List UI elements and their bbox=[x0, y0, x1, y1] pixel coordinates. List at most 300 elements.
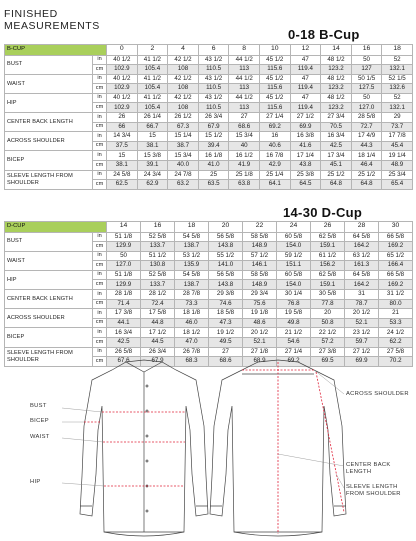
cell-in: 60 5/8 bbox=[277, 232, 311, 242]
cell-in: 17 5/8 bbox=[141, 309, 175, 319]
cell-cm: 78.7 bbox=[345, 299, 379, 309]
measurement-label: HIP bbox=[5, 270, 93, 289]
size-header: 16 bbox=[141, 222, 175, 233]
cell-in: 26 3/4 bbox=[198, 113, 229, 123]
cell-cm: 108 bbox=[168, 65, 199, 75]
size-header: 16 bbox=[351, 45, 382, 56]
measurement-row-in bbox=[5, 251, 413, 261]
cell-cm: 53.3 bbox=[379, 318, 413, 328]
cell-cm: 59.7 bbox=[345, 338, 379, 348]
cell-in: 66 5/8 bbox=[379, 232, 413, 242]
cell-in: 28 1/8 bbox=[107, 290, 141, 300]
size-header: 18 bbox=[175, 222, 209, 233]
cell-in: 29 3/4 bbox=[243, 290, 277, 300]
cell-cm: 127.0 bbox=[107, 261, 141, 271]
cell-in: 19 1/4 bbox=[382, 151, 413, 161]
cell-in: 61 1/2 bbox=[311, 251, 345, 261]
cell-cm: 41.0 bbox=[198, 161, 229, 171]
cell-cm: 102.9 bbox=[107, 84, 138, 94]
cell-in: 26 3/4 bbox=[141, 347, 175, 357]
unit-in: in bbox=[93, 328, 107, 338]
hip-label: HIP bbox=[30, 479, 41, 485]
size-header: 30 bbox=[379, 222, 413, 233]
cell-in: 25 1/2 bbox=[321, 170, 352, 180]
cell-in: 15 bbox=[107, 151, 138, 161]
cell-in: 27 bbox=[229, 113, 260, 123]
cell-in: 54 5/8 bbox=[175, 232, 209, 242]
unit-in: in bbox=[93, 309, 107, 319]
cell-cm: 127.0 bbox=[351, 103, 382, 113]
cell-in: 55 1/2 bbox=[209, 251, 243, 261]
unit-in: in bbox=[93, 151, 107, 161]
cell-in: 26 1/4 bbox=[137, 113, 168, 123]
bicep-label: BICEP bbox=[30, 418, 49, 424]
cell-in: 21 bbox=[379, 309, 413, 319]
cell-in: 27 5/8 bbox=[379, 347, 413, 357]
cell-in: 40 1/2 bbox=[107, 55, 138, 65]
cell-in: 51 1/8 bbox=[107, 232, 141, 242]
size-header-row bbox=[5, 45, 413, 56]
cell-cm: 41.6 bbox=[290, 141, 321, 151]
sleeve-length-line bbox=[316, 372, 344, 512]
cell-cm: 113 bbox=[229, 103, 260, 113]
size-header: 14 bbox=[321, 45, 352, 56]
size-header: 14 bbox=[107, 222, 141, 233]
cell-cm: 67.9 bbox=[198, 122, 229, 132]
cell-in: 64 5/8 bbox=[345, 270, 379, 280]
cell-in: 16 bbox=[259, 132, 290, 142]
cell-in: 47 bbox=[290, 55, 321, 65]
unit-in: in bbox=[93, 347, 107, 357]
unit-cm: cm bbox=[93, 65, 107, 75]
cell-cm: 164.2 bbox=[345, 242, 379, 252]
cell-in: 58 5/8 bbox=[243, 270, 277, 280]
cell-in: 26 7/8 bbox=[175, 347, 209, 357]
cell-cm: 45.4 bbox=[382, 141, 413, 151]
cell-cm: 75.6 bbox=[243, 299, 277, 309]
cell-in: 27 1/2 bbox=[290, 113, 321, 123]
cell-cm: 105.4 bbox=[137, 103, 168, 113]
cell-cm: 68.6 bbox=[209, 357, 243, 367]
cell-cm: 42.5 bbox=[107, 338, 141, 348]
cell-cm: 64.8 bbox=[321, 180, 352, 190]
unit-in: in bbox=[93, 232, 107, 242]
cell-in: 17 3/4 bbox=[321, 151, 352, 161]
cell-cm: 68.6 bbox=[229, 122, 260, 132]
cell-cm: 46.4 bbox=[351, 161, 382, 171]
cell-in: 26 5/8 bbox=[107, 347, 141, 357]
cell-cm: 105.4 bbox=[137, 84, 168, 94]
b-cup-table bbox=[4, 44, 413, 190]
measurement-label: CENTER BACK LENGTH bbox=[5, 113, 93, 132]
cell-cm: 67.3 bbox=[168, 122, 199, 132]
cell-in: 19 1/2 bbox=[209, 328, 243, 338]
measurement-label: SLEEVE LENGTH FROM SHOULDER bbox=[5, 347, 93, 366]
cell-cm: 42.9 bbox=[259, 161, 290, 171]
cell-in: 56 5/8 bbox=[209, 232, 243, 242]
unit-in: in bbox=[93, 170, 107, 180]
cell-in: 52 5/8 bbox=[141, 232, 175, 242]
unit-cm: cm bbox=[93, 242, 107, 252]
cell-cm: 38.1 bbox=[137, 141, 168, 151]
unit-in: in bbox=[93, 270, 107, 280]
measurement-label: CENTER BACK LENGTH bbox=[5, 290, 93, 309]
cell-cm: 38.7 bbox=[168, 141, 199, 151]
cell-cm: 70.2 bbox=[379, 357, 413, 367]
cell-cm: 127.5 bbox=[351, 84, 382, 94]
size-header: 20 bbox=[209, 222, 243, 233]
cell-cm: 138.7 bbox=[175, 242, 209, 252]
size-header: 24 bbox=[277, 222, 311, 233]
cell-cm: 64.5 bbox=[290, 180, 321, 190]
cell-in: 41 1/2 bbox=[137, 55, 168, 65]
size-header: 12 bbox=[290, 45, 321, 56]
cell-cm: 169.2 bbox=[379, 280, 413, 290]
cell-cm: 154.0 bbox=[277, 242, 311, 252]
measurement-row-in bbox=[5, 328, 413, 338]
cell-cm: 63.5 bbox=[198, 180, 229, 190]
size-header: 10 bbox=[259, 45, 290, 56]
cell-in: 44 1/2 bbox=[229, 93, 260, 103]
b-cup-heading: 0-18 B-Cup bbox=[288, 27, 360, 42]
cell-cm: 102.9 bbox=[107, 103, 138, 113]
cell-cm: 71.4 bbox=[107, 299, 141, 309]
cell-in: 52 bbox=[382, 55, 413, 65]
unit-cm: cm bbox=[93, 84, 107, 94]
cell-cm: 138.7 bbox=[175, 280, 209, 290]
cell-in: 22 1/2 bbox=[311, 328, 345, 338]
cell-cm: 50.8 bbox=[311, 318, 345, 328]
cell-cm: 130.8 bbox=[141, 261, 175, 271]
cell-in: 25 bbox=[198, 170, 229, 180]
shirt-diagram-svg bbox=[0, 356, 416, 541]
cell-cm: 119.4 bbox=[290, 103, 321, 113]
shirt-diagram bbox=[0, 356, 416, 541]
cell-in: 28 5/8 bbox=[351, 113, 382, 123]
cell-in: 16 3/4 bbox=[321, 132, 352, 142]
cell-in: 18 5/8 bbox=[209, 309, 243, 319]
cell-in: 28 1/2 bbox=[141, 290, 175, 300]
unit-cm: cm bbox=[93, 141, 107, 151]
cell-cm: 69.5 bbox=[311, 357, 345, 367]
cell-cm: 148.9 bbox=[243, 280, 277, 290]
unit-in: in bbox=[93, 113, 107, 123]
cell-cm: 46.0 bbox=[175, 318, 209, 328]
cell-in: 16 3/8 bbox=[290, 132, 321, 142]
cell-in: 57 1/2 bbox=[243, 251, 277, 261]
measurement-row-in bbox=[5, 270, 413, 280]
cell-in: 51 1/8 bbox=[107, 270, 141, 280]
cell-cm: 37.5 bbox=[107, 141, 138, 151]
cell-in: 25 1/4 bbox=[259, 170, 290, 180]
cell-cm: 70.5 bbox=[321, 122, 352, 132]
cell-in: 27 1/2 bbox=[345, 347, 379, 357]
cell-in: 18 1/8 bbox=[175, 309, 209, 319]
cell-in: 19 1/8 bbox=[243, 309, 277, 319]
unit-in: in bbox=[93, 55, 107, 65]
cell-cm: 119.4 bbox=[290, 84, 321, 94]
unit-cm: cm bbox=[93, 318, 107, 328]
cell-cm: 44.3 bbox=[351, 141, 382, 151]
cell-cm: 115.6 bbox=[259, 103, 290, 113]
cell-in: 25 1/2 bbox=[351, 170, 382, 180]
measurement-label: BUST bbox=[5, 55, 93, 74]
cell-in: 15 bbox=[137, 132, 168, 142]
cell-cm: 143.8 bbox=[209, 280, 243, 290]
cell-in: 17 7/8 bbox=[382, 132, 413, 142]
unit-in: in bbox=[93, 74, 107, 84]
cell-cm: 66 bbox=[107, 122, 138, 132]
measurement-label: BICEP bbox=[5, 328, 93, 347]
bust-label: BUST bbox=[30, 403, 47, 409]
cell-cm: 48.6 bbox=[243, 318, 277, 328]
cell-cm: 44.1 bbox=[107, 318, 141, 328]
cell-in: 19 5/8 bbox=[277, 309, 311, 319]
cell-in: 16 1/2 bbox=[229, 151, 260, 161]
d-cup-heading: 14-30 D-Cup bbox=[283, 205, 363, 220]
cell-in: 20 1/2 bbox=[345, 309, 379, 319]
size-header: 18 bbox=[382, 45, 413, 56]
cell-in: 18 1/2 bbox=[175, 328, 209, 338]
cell-cm: 102.9 bbox=[107, 65, 138, 75]
unit-cm: cm bbox=[93, 280, 107, 290]
cell-in: 41 1/2 bbox=[137, 74, 168, 84]
cell-in: 41 1/2 bbox=[137, 93, 168, 103]
cell-in: 42 1/2 bbox=[168, 55, 199, 65]
cell-cm: 148.9 bbox=[243, 242, 277, 252]
cell-cm: 57.2 bbox=[311, 338, 345, 348]
cell-cm: 151.1 bbox=[277, 261, 311, 271]
cell-cm: 108 bbox=[168, 103, 199, 113]
cell-in: 50 bbox=[351, 55, 382, 65]
cell-cm: 67.9 bbox=[141, 357, 175, 367]
measurement-row-in bbox=[5, 93, 413, 103]
cell-cm: 62.2 bbox=[379, 338, 413, 348]
cell-cm: 38.1 bbox=[107, 161, 138, 171]
cell-in: 42 1/2 bbox=[168, 74, 199, 84]
cell-in: 27 1/8 bbox=[243, 347, 277, 357]
unit-in: in bbox=[93, 290, 107, 300]
measurement-row-in bbox=[5, 309, 413, 319]
cell-in: 44 1/2 bbox=[229, 55, 260, 65]
cell-in: 30 1/4 bbox=[277, 290, 311, 300]
cell-in: 43 1/2 bbox=[198, 74, 229, 84]
size-header: 22 bbox=[243, 222, 277, 233]
cell-cm: 108 bbox=[168, 84, 199, 94]
cell-cm: 65.4 bbox=[382, 180, 413, 190]
cell-cm: 72.7 bbox=[351, 122, 382, 132]
cell-cm: 123.2 bbox=[321, 84, 352, 94]
cell-cm: 66.7 bbox=[137, 122, 168, 132]
cell-in: 48 1/2 bbox=[321, 93, 352, 103]
page-title: FINISHED MEASUREMENTS bbox=[4, 8, 100, 32]
cell-in: 65 1/2 bbox=[379, 251, 413, 261]
measurement-label: SLEEVE LENGTH FROM SHOULDER bbox=[5, 170, 93, 189]
cell-in: 60 5/8 bbox=[277, 270, 311, 280]
cell-in: 15 3/8 bbox=[137, 151, 168, 161]
cell-in: 59 1/2 bbox=[277, 251, 311, 261]
cell-cm: 64.1 bbox=[259, 180, 290, 190]
cell-in: 15 3/4 bbox=[229, 132, 260, 142]
cell-cm: 77.8 bbox=[311, 299, 345, 309]
cell-in: 52 1/5 bbox=[382, 74, 413, 84]
cell-cm: 40 bbox=[229, 141, 260, 151]
cell-in: 31 bbox=[345, 290, 379, 300]
cell-in: 50 bbox=[351, 93, 382, 103]
cell-cm: 43.8 bbox=[290, 161, 321, 171]
cell-cm: 44.8 bbox=[141, 318, 175, 328]
cell-cm: 80.0 bbox=[379, 299, 413, 309]
cell-in: 45 1/2 bbox=[259, 74, 290, 84]
cell-cm: 42.5 bbox=[321, 141, 352, 151]
cell-cm: 113 bbox=[229, 84, 260, 94]
cell-cm: 52.1 bbox=[243, 338, 277, 348]
cell-cm: 161.3 bbox=[345, 261, 379, 271]
cell-in: 15 1/4 bbox=[168, 132, 199, 142]
cell-in: 53 1/2 bbox=[175, 251, 209, 261]
unit-cm: cm bbox=[93, 103, 107, 113]
cell-cm: 69.2 bbox=[259, 122, 290, 132]
cell-cm: 133.7 bbox=[141, 242, 175, 252]
cup-label: D-CUP bbox=[5, 222, 107, 233]
cell-cm: 105.4 bbox=[137, 65, 168, 75]
cell-in: 25 3/8 bbox=[290, 170, 321, 180]
cell-cm: 73.3 bbox=[175, 299, 209, 309]
cell-in: 18 1/4 bbox=[351, 151, 382, 161]
unit-in: in bbox=[93, 132, 107, 142]
across-shoulder-label: ACROSS SHOULDER bbox=[346, 391, 409, 397]
cell-in: 31 1/2 bbox=[379, 290, 413, 300]
cell-cm: 154.0 bbox=[277, 280, 311, 290]
cell-in: 45 1/2 bbox=[259, 55, 290, 65]
cell-in: 50 bbox=[107, 251, 141, 261]
cell-in: 47 bbox=[290, 74, 321, 84]
cell-in: 16 1/8 bbox=[198, 151, 229, 161]
measurement-label: ACROSS SHOULDER bbox=[5, 309, 93, 328]
size-header: 26 bbox=[311, 222, 345, 233]
cell-in: 17 1/4 bbox=[290, 151, 321, 161]
cell-in: 30 5/8 bbox=[311, 290, 345, 300]
cell-cm: 41.9 bbox=[229, 161, 260, 171]
unit-cm: cm bbox=[93, 338, 107, 348]
cell-in: 27 3/4 bbox=[321, 113, 352, 123]
cell-in: 50 1/5 bbox=[351, 74, 382, 84]
cell-in: 48 1/2 bbox=[321, 55, 352, 65]
cell-in: 58 5/8 bbox=[243, 232, 277, 242]
size-header: 8 bbox=[229, 45, 260, 56]
cell-cm: 129.9 bbox=[107, 242, 141, 252]
cell-cm: 115.6 bbox=[259, 65, 290, 75]
cell-in: 48 1/2 bbox=[321, 74, 352, 84]
cell-in: 28 7/8 bbox=[175, 290, 209, 300]
cell-in: 26 bbox=[107, 113, 138, 123]
cell-cm: 127 bbox=[351, 65, 382, 75]
cell-cm: 132.6 bbox=[382, 84, 413, 94]
cell-cm: 67.6 bbox=[107, 357, 141, 367]
cell-in: 45 1/2 bbox=[259, 93, 290, 103]
cell-in: 24 1/2 bbox=[379, 328, 413, 338]
cell-cm: 40.6 bbox=[259, 141, 290, 151]
cell-cm: 156.2 bbox=[311, 261, 345, 271]
cell-cm: 146.1 bbox=[243, 261, 277, 271]
cell-cm: 40.0 bbox=[168, 161, 199, 171]
cell-in: 17 1/2 bbox=[141, 328, 175, 338]
cell-cm: 48.9 bbox=[382, 161, 413, 171]
cell-cm: 129.9 bbox=[107, 280, 141, 290]
cell-cm: 110.5 bbox=[198, 84, 229, 94]
cell-cm: 74.6 bbox=[209, 299, 243, 309]
size-header: 4 bbox=[168, 45, 199, 56]
cell-cm: 39.4 bbox=[198, 141, 229, 151]
cell-in: 52 bbox=[382, 93, 413, 103]
cell-cm: 133.7 bbox=[141, 280, 175, 290]
cell-cm: 47.3 bbox=[209, 318, 243, 328]
cell-cm: 123.2 bbox=[321, 65, 352, 75]
size-header: 6 bbox=[198, 45, 229, 56]
cell-in: 17 4/9 bbox=[351, 132, 382, 142]
cell-in: 43 1/2 bbox=[198, 93, 229, 103]
cell-cm: 49.5 bbox=[209, 338, 243, 348]
cell-in: 66 5/8 bbox=[379, 270, 413, 280]
unit-cm: cm bbox=[93, 161, 107, 171]
cell-in: 62 5/8 bbox=[311, 270, 345, 280]
measurement-label: BUST bbox=[5, 232, 93, 251]
cell-in: 27 1/4 bbox=[259, 113, 290, 123]
cell-in: 63 1/2 bbox=[345, 251, 379, 261]
center-back-length-label: CENTER BACK LENGTH bbox=[346, 462, 391, 475]
cell-cm: 68.3 bbox=[175, 357, 209, 367]
measurement-label: WAIST bbox=[5, 74, 93, 93]
cell-in: 27 bbox=[209, 347, 243, 357]
cell-cm: 63.2 bbox=[168, 180, 199, 190]
measurement-row-in bbox=[5, 55, 413, 65]
cell-in: 16 3/4 bbox=[107, 328, 141, 338]
measurement-label: ACROSS SHOULDER bbox=[5, 132, 93, 151]
cell-cm: 52.1 bbox=[345, 318, 379, 328]
cell-in: 15 3/4 bbox=[168, 151, 199, 161]
cell-cm: 164.2 bbox=[345, 280, 379, 290]
cell-in: 20 1/2 bbox=[243, 328, 277, 338]
cell-cm: 45.1 bbox=[321, 161, 352, 171]
cell-in: 21 1/2 bbox=[277, 328, 311, 338]
cell-cm: 135.9 bbox=[175, 261, 209, 271]
back-leader-lines bbox=[278, 370, 344, 488]
cell-cm: 69.9 bbox=[290, 122, 321, 132]
measurement-row-in bbox=[5, 290, 413, 300]
cell-in: 44 1/2 bbox=[229, 74, 260, 84]
cup-label: B-CUP bbox=[5, 45, 107, 56]
measurement-row-in bbox=[5, 74, 413, 84]
measurement-label: BICEP bbox=[5, 151, 93, 170]
cell-cm: 62.9 bbox=[137, 180, 168, 190]
cell-in: 29 bbox=[382, 113, 413, 123]
unit-cm: cm bbox=[93, 180, 107, 190]
cell-in: 27 3/8 bbox=[311, 347, 345, 357]
cell-in: 56 5/8 bbox=[209, 270, 243, 280]
measurement-label: WAIST bbox=[5, 251, 93, 270]
cell-cm: 110.5 bbox=[198, 103, 229, 113]
unit-cm: cm bbox=[93, 261, 107, 271]
cell-cm: 132.1 bbox=[382, 65, 413, 75]
cell-cm: 44.5 bbox=[141, 338, 175, 348]
cell-in: 52 5/8 bbox=[141, 270, 175, 280]
cell-in: 20 bbox=[311, 309, 345, 319]
cell-cm: 76.8 bbox=[277, 299, 311, 309]
cell-cm: 159.1 bbox=[311, 280, 345, 290]
cell-cm: 39.1 bbox=[137, 161, 168, 171]
cell-cm: 62.5 bbox=[107, 180, 138, 190]
cell-in: 42 1/2 bbox=[168, 93, 199, 103]
